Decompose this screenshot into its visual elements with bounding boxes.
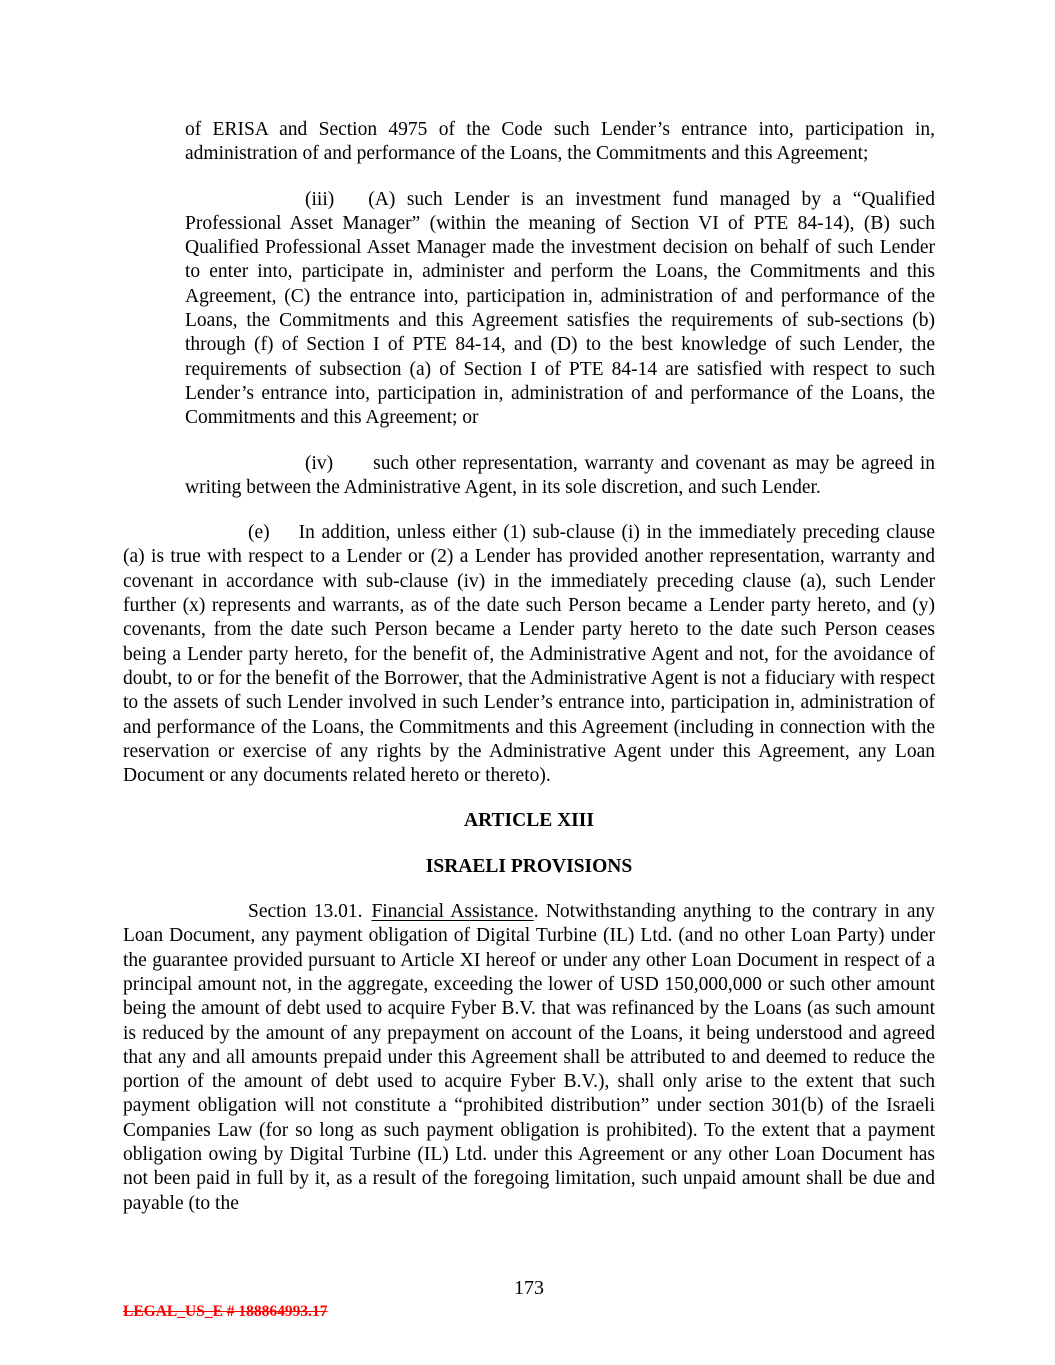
paragraph-clause-iv xyxy=(185,452,935,501)
paragraph-clause-iii xyxy=(185,188,935,431)
section-number: Section 13.01. xyxy=(248,901,363,923)
clause-iii-text: (A) such Lender is an investment fund managed by a “Qualified Professional Asset Manager” (within the meaning of Section VI of PTE 84-14), (B) such Qualified Professional Asset Manager made the investment decision on behalf of such Lender to enter into, participate in, administer and perform the Loans, the Commitments and this Agreement, (C) the entrance into, participation in, administration of and performance of the Loans, the Commitments and this Agreement satisfies the requirements of sub-sections (b) through (f) of Section I of PTE 84-14, and (D) to the best knowledge of such Lender, the requirements of subsection (a) of Section I of PTE 84-14 are satisfied with respect to such Lender’s entrance into, participation in, administration of and performance of the Loans, the Commitments and this Agreement; or xyxy=(185,188,935,429)
article-subheading: ISRAELI PROVISIONS xyxy=(425,855,633,877)
clause-iii-label: (iii) xyxy=(305,188,335,210)
clause-iv-text: such other representation, warranty and covenant as may be agreed in writing between the Administrative Agent, in its sole discretion, and such Lender. xyxy=(185,452,935,498)
paragraph-section-13-01 xyxy=(123,900,935,1216)
paragraph-clause-e xyxy=(123,521,935,788)
article-heading: ARTICLE XIII xyxy=(464,810,594,832)
legal-stamp: LEGAL_US_E # 188864993.17 xyxy=(123,1303,328,1320)
page-number: 173 xyxy=(514,1277,544,1299)
document-body xyxy=(123,118,935,1237)
clause-e-label: (e) xyxy=(248,522,270,544)
section-title: Financial Assistance xyxy=(371,901,534,923)
clause-e-text: In addition, unless either (1) sub-clause (i) in the immediately preceding clause (a) is true with respect to a Lender or (2) a Lender has provided another representation, warranty and covenant in accordance with sub-clause (iv) in the immediately preceding clause (a), such Lender further (x) represents and warrants, as of the date such Person became a Lender party hereto, and (y) covenants, from the date such Person became a Lender party hereto to the date such Person ceases being a Lender party hereto, for the benefit of, the Administrative Agent and not, for the avoidance of doubt, to or for the benefit of the Borrower, that the Administrative Agent is not a fiduciary with respect to the assets of such Lender involved in such Lender’s entrance into, participation in, administration of and performance of the Loans, the Commitments and this Agreement (including in connection with the reservation or exercise of any rights by the Administrative Agent under this Agreement, any Loan Document or any documents related hereto or thereto). xyxy=(123,522,935,787)
paragraph-erisa-continuation: of ERISA and Section 4975 of the Code such Lender’s entrance into, participation in, administration of and performance of the Loans, the Commitments and this Agreement; xyxy=(185,119,935,165)
clause-iv-label: (iv) xyxy=(305,452,334,474)
section-body-text: . Notwithstanding anything to the contrary in any Loan Document, any payment obligation of Digital Turbine (IL) Ltd. (and no other Loan Party) under the guarantee provided pursuant to Article XI hereof or under any other Loan Document in respect of a principal amount not, in the aggregate, exceeding the lower of USD 150,000,000 or such other amount being the amount of debt used to acquire Fyber B.V. that was refinanced by the Loans (as such amount is reduced by the amount of any prepayment on account of the Loans, it being understood and agreed that any and all amounts prepaid under this Agreement shall be attributed to and deemed to reduce the portion of the amount of debt used to acquire Fyber B.V.), shall only arise to the extent that such payment obligation will not constitute a “prohibited distribution” under section 301(b) of the Israeli Companies Law (for so long as such payment obligation is prohibited). To the extent that a payment obligation owing by Digital Turbine (IL) Ltd. under this Agreement or any other Loan Document has not been paid in full by it, as a result of the foregoing limitation, such unpaid amount shall be due and payable (to the xyxy=(123,901,935,1214)
